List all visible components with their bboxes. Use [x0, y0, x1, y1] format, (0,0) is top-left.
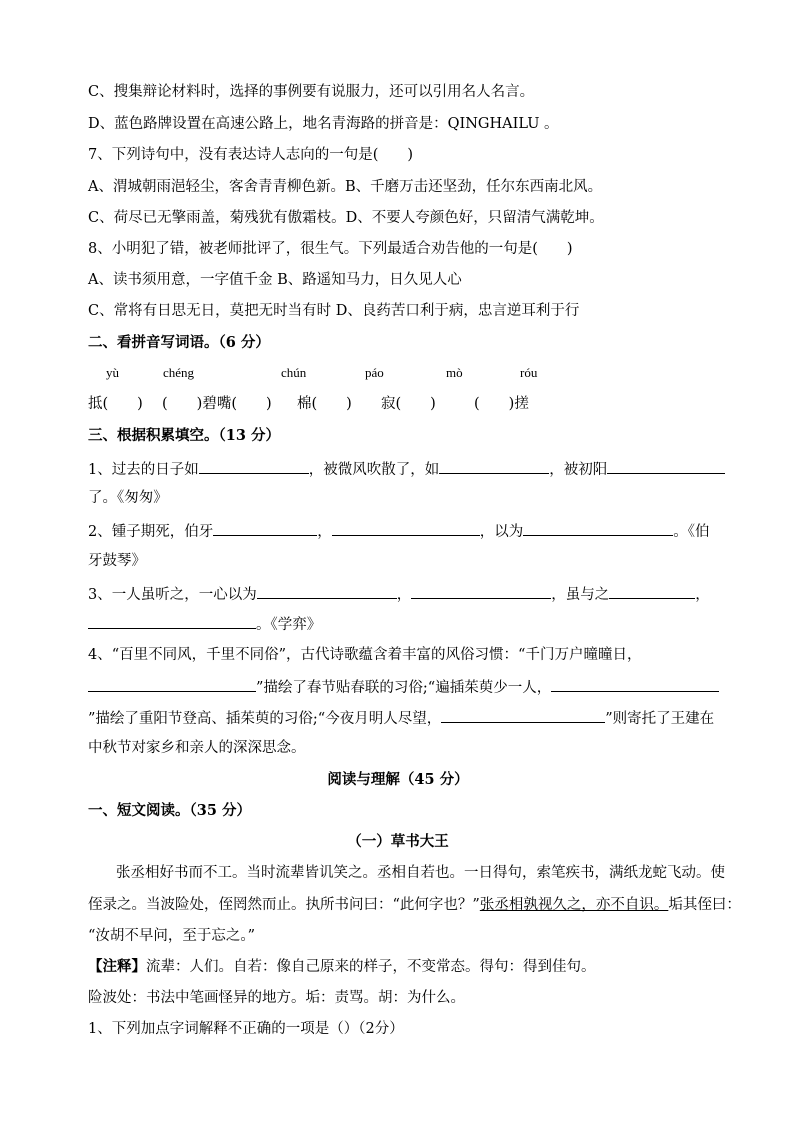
underlined-sentence: 张丞相孰视久之，亦不自识。: [479, 897, 669, 913]
question-8: 8、小明犯了错，被老师批评了，很生气。下列最适合劝告他的一句是( ): [88, 241, 573, 257]
blank[interactable]: [411, 583, 551, 599]
passage-title: （一）草书大王: [347, 833, 449, 850]
pinyin-cheng: chéng: [163, 365, 195, 380]
pinyin-answer-1: 抵( ): [88, 396, 143, 412]
blank[interactable]: [441, 707, 605, 723]
blank[interactable]: [88, 613, 256, 629]
fill-q4-line1: 4、“百里不同风，千里不同俗”，古代诗歌蕴含着丰富的风俗习惯：“千门万户曈曈日，: [88, 647, 642, 663]
section-3-heading: 三、根据积累填空。（13 分）: [88, 427, 280, 444]
section-2-heading: 二、看拼音写词语。（6 分）: [88, 334, 270, 351]
reading-question-1: 1、下列加点字词解释不正确的一项是（）（2分）: [88, 1021, 404, 1037]
blank[interactable]: [213, 520, 317, 536]
fill-q4-line2: ”描绘了春节贴春联的习俗;“遍插茱萸少一人，: [88, 676, 708, 698]
passage-line-3: “汝胡不早问，至于忘之。”: [88, 928, 256, 944]
blank[interactable]: [607, 458, 725, 474]
pinyin-answer-5: ( )搓: [474, 396, 529, 412]
pinyin-pao: páo: [365, 365, 384, 380]
fill-q4-line3: ”描绘了重阳节登高、插茱萸的习俗;“今夜月明人尽望， ”则寄托了王建在: [88, 707, 708, 729]
annotation-line-1: 【注释】流辈：人们。自若：像自己原来的样子，不变常态。得句：得到佳句。: [88, 958, 596, 975]
reading-heading: 阅读与理解（45 分）: [327, 771, 469, 788]
blank[interactable]: [257, 583, 397, 599]
question-8-options-cd: C、常将有日思无日，莫把无时当有时 D、良药苦口利于病，忠言逆耳利于行: [88, 303, 580, 319]
pinyin-answer-3: 棉( ): [297, 396, 352, 412]
option-c-debate: C、搜集辩论材料时，选择的事例要有说服力，还可以引用名人名言。: [88, 84, 535, 100]
option-d-road-sign: D、蓝色路牌设置在高速公路上，地名青海路的拼音是：QINGHAILU 。: [88, 116, 559, 132]
fill-q4-line4: 中秋节对家乡和亲人的深深思念。: [88, 740, 306, 756]
blank[interactable]: [609, 583, 695, 599]
pinyin-mo: mò: [446, 365, 463, 380]
question-8-options-ab: A、读书须用意，一字值千金 B、路遥知马力，日久见人心: [88, 272, 462, 288]
blank[interactable]: [332, 520, 480, 536]
fill-q2-line2: 牙鼓琴》: [88, 553, 146, 569]
fill-q3-line2: 。《学弈》: [88, 613, 708, 635]
question-7-options-cd: C、荷尽已无擎雨盖，菊残犹有傲霜枝。D、不要人夸颜色好，只留清气满乾坤。: [88, 210, 604, 226]
passage-line-1: 张丞相好书而不工。当时流辈皆讥笑之。丞相自若也。一日得句，索笔疾书，满纸龙蛇飞动。使: [116, 865, 725, 881]
annotation-label: 【注释】: [88, 958, 146, 975]
question-7-options-ab: A、渭城朝雨浥轻尘，客舍青青柳色新。B、千磨万击还坚劲，任尔东西南北风。: [88, 179, 603, 195]
fill-q2-line1: 2、锺子期死，伯牙 ， ，以为 。《伯: [88, 520, 708, 542]
fill-q3-line1: 3、一人虽听之，一心以为 ， ，虽与之 ，: [88, 583, 708, 605]
blank[interactable]: [199, 458, 309, 474]
blank[interactable]: [551, 676, 719, 692]
pinyin-chun: chún: [281, 365, 307, 380]
fill-q1-line2: 了。《匆匆》: [88, 490, 168, 506]
blank[interactable]: [439, 458, 549, 474]
reading-section-1: 一、短文阅读。（35 分）: [88, 802, 251, 819]
blank[interactable]: [88, 676, 256, 692]
pinyin-rou: róu: [520, 365, 538, 380]
pinyin-answer-4: 寂( ): [381, 396, 436, 412]
pinyin-answer-2: ( )碧嘴( ): [162, 396, 272, 412]
question-7: 7、下列诗句中，没有表达诗人志向的一句是( ): [88, 147, 414, 163]
passage-line-2: 侄录之。当波险处，侄罔然而止。执所书问曰：“此何字也？”张丞相孰视久之，亦不自识。垢其侄曰：: [88, 897, 741, 913]
blank[interactable]: [523, 520, 673, 536]
fill-q1-line1: 1、过去的日子如 ，被微风吹散了，如 ，被初阳: [88, 458, 708, 480]
annotation-line-2: 险波处：书法中笔画怪异的地方。垢：责骂。胡：为什么。: [88, 990, 465, 1006]
pinyin-yu: yù: [106, 365, 119, 380]
